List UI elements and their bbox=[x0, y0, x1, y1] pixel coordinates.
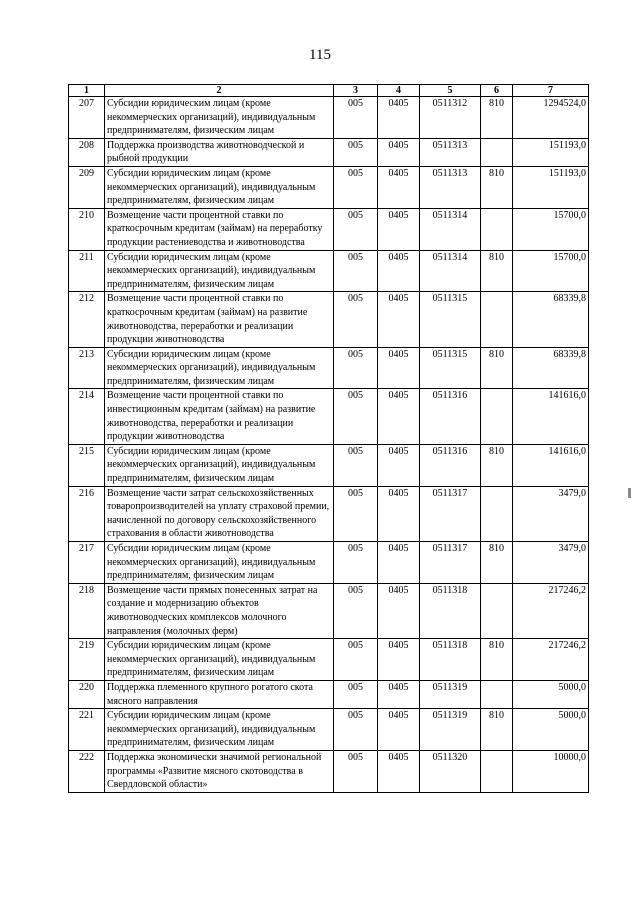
row-col5-cell: 0511314 bbox=[420, 250, 481, 292]
row-description-cell: Поддержка племенного крупного рогатого скота мясного направления bbox=[105, 680, 334, 708]
row-col4-cell: 0405 bbox=[378, 486, 420, 541]
row-description-cell: Субсидии юридическим лицам (кроме некоммерческих организаций), индивидуальным предпринимателям, физическим лицам bbox=[105, 97, 334, 139]
row-amount-cell: 5000,0 bbox=[513, 709, 589, 751]
row-description-cell: Субсидии юридическим лицам (кроме некоммерческих организаций), индивидуальным предпринимателям, физическим лицам bbox=[105, 444, 334, 486]
row-description-cell: Субсидии юридическим лицам (кроме некоммерческих организаций), индивидуальным предпринимателям, физическим лицам bbox=[105, 166, 334, 208]
row-amount-cell: 3479,0 bbox=[513, 486, 589, 541]
row-col4-cell: 0405 bbox=[378, 542, 420, 584]
row-amount-cell: 151193,0 bbox=[513, 166, 589, 208]
row-col6-cell bbox=[481, 292, 513, 347]
row-amount-cell: 151193,0 bbox=[513, 138, 589, 166]
page-number: 115 bbox=[309, 47, 331, 63]
row-col6-cell: 810 bbox=[481, 166, 513, 208]
table-row bbox=[69, 444, 589, 486]
row-col5-cell: 0511320 bbox=[420, 750, 481, 792]
row-description-cell: Возмещение части процентной ставки по краткосрочным кредитам (займам) на развитие животноводства, переработки и реализации продукции животноводства bbox=[105, 292, 334, 347]
row-col5-cell: 0511313 bbox=[420, 166, 481, 208]
row-number-cell: 209 bbox=[69, 166, 105, 208]
scan-edge-mark bbox=[628, 488, 631, 498]
row-col6-cell bbox=[481, 583, 513, 638]
row-col5-cell: 0511317 bbox=[420, 486, 481, 541]
table-row bbox=[69, 250, 589, 292]
table-row bbox=[69, 542, 589, 584]
table-row bbox=[69, 639, 589, 681]
row-col4-cell: 0405 bbox=[378, 389, 420, 444]
table-row bbox=[69, 97, 589, 139]
row-amount-cell: 217246,2 bbox=[513, 583, 589, 638]
row-col4-cell: 0405 bbox=[378, 250, 420, 292]
header-col-5: 5 bbox=[420, 85, 481, 97]
row-col3-cell: 005 bbox=[334, 347, 378, 389]
row-col5-cell: 0511312 bbox=[420, 97, 481, 139]
header-col-2: 2 bbox=[105, 85, 334, 97]
row-number-cell: 211 bbox=[69, 250, 105, 292]
row-col3-cell: 005 bbox=[334, 639, 378, 681]
row-col4-cell: 0405 bbox=[378, 444, 420, 486]
row-col5-cell: 0511315 bbox=[420, 292, 481, 347]
row-amount-cell: 10000,0 bbox=[513, 750, 589, 792]
row-col5-cell: 0511318 bbox=[420, 639, 481, 681]
row-col3-cell: 005 bbox=[334, 583, 378, 638]
row-description-cell: Возмещение части процентной ставки по краткосрочным кредитам (займам) на переработку продукции растениеводства и животноводства bbox=[105, 208, 334, 250]
row-amount-cell: 68339,8 bbox=[513, 347, 589, 389]
row-col3-cell: 005 bbox=[334, 750, 378, 792]
row-description-cell: Субсидии юридическим лицам (кроме некоммерческих организаций), индивидуальным предпринимателям, физическим лицам bbox=[105, 347, 334, 389]
row-col6-cell: 810 bbox=[481, 347, 513, 389]
row-col3-cell: 005 bbox=[334, 138, 378, 166]
row-amount-cell: 5000,0 bbox=[513, 680, 589, 708]
row-col6-cell: 810 bbox=[481, 444, 513, 486]
row-col4-cell: 0405 bbox=[378, 208, 420, 250]
row-number-cell: 214 bbox=[69, 389, 105, 444]
row-col5-cell: 0511318 bbox=[420, 583, 481, 638]
row-col3-cell: 005 bbox=[334, 389, 378, 444]
row-description-cell: Субсидии юридическим лицам (кроме некоммерческих организаций), индивидуальным предпринимателям, физическим лицам bbox=[105, 250, 334, 292]
row-amount-cell: 3479,0 bbox=[513, 542, 589, 584]
row-number-cell: 219 bbox=[69, 639, 105, 681]
header-col-6: 6 bbox=[481, 85, 513, 97]
row-col5-cell: 0511316 bbox=[420, 389, 481, 444]
row-col6-cell: 810 bbox=[481, 542, 513, 584]
row-amount-cell: 15700,0 bbox=[513, 208, 589, 250]
header-col-4: 4 bbox=[378, 85, 420, 97]
table-row bbox=[69, 583, 589, 638]
table-row bbox=[69, 138, 589, 166]
row-amount-cell: 217246,2 bbox=[513, 639, 589, 681]
row-col6-cell bbox=[481, 750, 513, 792]
row-col4-cell: 0405 bbox=[378, 97, 420, 139]
row-col6-cell: 810 bbox=[481, 709, 513, 751]
row-col4-cell: 0405 bbox=[378, 166, 420, 208]
table-row bbox=[69, 347, 589, 389]
row-col6-cell bbox=[481, 138, 513, 166]
row-number-cell: 208 bbox=[69, 138, 105, 166]
row-col3-cell: 005 bbox=[334, 250, 378, 292]
row-col4-cell: 0405 bbox=[378, 750, 420, 792]
table-row bbox=[69, 389, 589, 444]
row-description-cell: Субсидии юридическим лицам (кроме некоммерческих организаций), индивидуальным предпринимателям, физическим лицам bbox=[105, 709, 334, 751]
row-col4-cell: 0405 bbox=[378, 138, 420, 166]
table-row bbox=[69, 486, 589, 541]
row-col4-cell: 0405 bbox=[378, 347, 420, 389]
row-col6-cell bbox=[481, 208, 513, 250]
row-col6-cell: 810 bbox=[481, 250, 513, 292]
row-col3-cell: 005 bbox=[334, 444, 378, 486]
row-amount-cell: 141616,0 bbox=[513, 444, 589, 486]
row-description-cell: Субсидии юридическим лицам (кроме некоммерческих организаций), индивидуальным предпринимателям, физическим лицам bbox=[105, 542, 334, 584]
row-number-cell: 220 bbox=[69, 680, 105, 708]
row-col4-cell: 0405 bbox=[378, 680, 420, 708]
table-row bbox=[69, 750, 589, 792]
row-col5-cell: 0511319 bbox=[420, 709, 481, 751]
row-col3-cell: 005 bbox=[334, 292, 378, 347]
row-number-cell: 207 bbox=[69, 97, 105, 139]
row-col3-cell: 005 bbox=[334, 680, 378, 708]
row-col6-cell: 810 bbox=[481, 97, 513, 139]
row-col6-cell bbox=[481, 486, 513, 541]
row-number-cell: 218 bbox=[69, 583, 105, 638]
table-row bbox=[69, 292, 589, 347]
row-col4-cell: 0405 bbox=[378, 639, 420, 681]
header-row bbox=[69, 85, 589, 97]
row-number-cell: 222 bbox=[69, 750, 105, 792]
row-col4-cell: 0405 bbox=[378, 583, 420, 638]
row-description-cell: Поддержка производства животноводческой и рыбной продукции bbox=[105, 138, 334, 166]
row-col3-cell: 005 bbox=[334, 486, 378, 541]
row-col3-cell: 005 bbox=[334, 542, 378, 584]
table-row bbox=[69, 208, 589, 250]
table-row bbox=[69, 166, 589, 208]
table-row bbox=[69, 709, 589, 751]
row-col6-cell bbox=[481, 680, 513, 708]
row-col5-cell: 0511314 bbox=[420, 208, 481, 250]
row-amount-cell: 141616,0 bbox=[513, 389, 589, 444]
budget-table bbox=[68, 84, 589, 793]
row-number-cell: 215 bbox=[69, 444, 105, 486]
row-col3-cell: 005 bbox=[334, 97, 378, 139]
row-description-cell: Поддержка экономически значимой региональной программы «Развитие мясного скотоводства в Свердловской области» bbox=[105, 750, 334, 792]
row-description-cell: Субсидии юридическим лицам (кроме некоммерческих организаций), индивидуальным предпринимателям, физическим лицам bbox=[105, 639, 334, 681]
row-col5-cell: 0511319 bbox=[420, 680, 481, 708]
row-number-cell: 221 bbox=[69, 709, 105, 751]
row-col6-cell: 810 bbox=[481, 639, 513, 681]
table-row bbox=[69, 680, 589, 708]
table-body bbox=[69, 97, 589, 793]
header-col-3: 3 bbox=[334, 85, 378, 97]
row-col4-cell: 0405 bbox=[378, 292, 420, 347]
row-col3-cell: 005 bbox=[334, 208, 378, 250]
row-number-cell: 213 bbox=[69, 347, 105, 389]
row-col6-cell bbox=[481, 389, 513, 444]
row-col5-cell: 0511315 bbox=[420, 347, 481, 389]
header-col-1: 1 bbox=[69, 85, 105, 97]
row-col3-cell: 005 bbox=[334, 166, 378, 208]
row-col4-cell: 0405 bbox=[378, 709, 420, 751]
row-amount-cell: 68339,8 bbox=[513, 292, 589, 347]
row-number-cell: 216 bbox=[69, 486, 105, 541]
row-col5-cell: 0511313 bbox=[420, 138, 481, 166]
row-col3-cell: 005 bbox=[334, 709, 378, 751]
row-number-cell: 210 bbox=[69, 208, 105, 250]
row-description-cell: Возмещение части затрат сельскохозяйственных товаропроизводителей на уплату страховой премии, начисленной по договору сельскохозяйственного страхования в области животноводства bbox=[105, 486, 334, 541]
row-description-cell: Возмещение части прямых понесенных затрат на создание и модернизацию объектов животноводческих комплексов молочного направления (молочных ферм) bbox=[105, 583, 334, 638]
row-amount-cell: 15700,0 bbox=[513, 250, 589, 292]
row-number-cell: 217 bbox=[69, 542, 105, 584]
row-description-cell: Возмещение части процентной ставки по инвестиционным кредитам (займам) на развитие животноводства, переработки и реализации продукции животноводства bbox=[105, 389, 334, 444]
row-amount-cell: 1294524,0 bbox=[513, 97, 589, 139]
row-col5-cell: 0511316 bbox=[420, 444, 481, 486]
row-col5-cell: 0511317 bbox=[420, 542, 481, 584]
header-col-7: 7 bbox=[513, 85, 589, 97]
row-number-cell: 212 bbox=[69, 292, 105, 347]
